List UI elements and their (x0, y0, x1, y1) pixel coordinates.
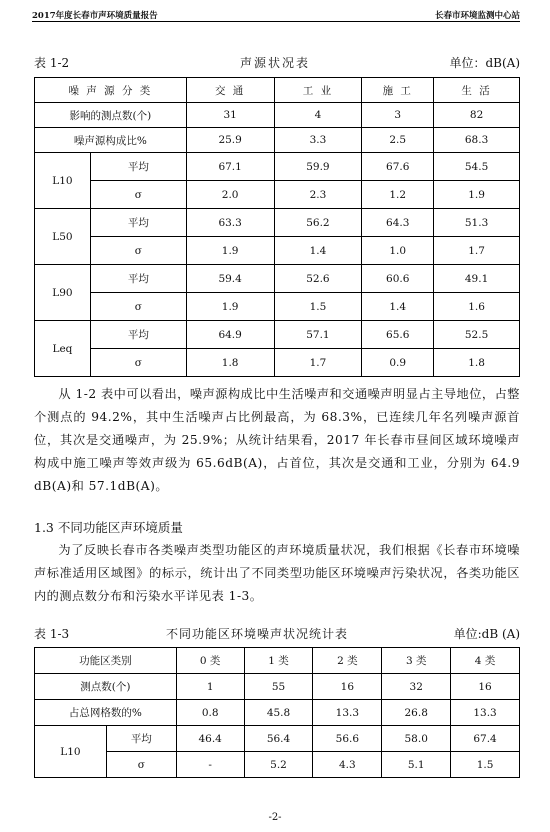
table-cell: 1.5 (274, 293, 362, 321)
table-row (35, 700, 520, 726)
column-header: 3 类 (382, 648, 451, 674)
column-header: 交 通 (186, 78, 274, 103)
table-cell: 1.9 (434, 181, 520, 209)
stat-label: σ (90, 293, 186, 321)
header-report-title: 2017年度长春市声环境质量报告 (32, 11, 158, 21)
table-cell: 3.3 (274, 128, 362, 153)
table-cell: 1.9 (186, 237, 274, 265)
table-cell: 64.9 (186, 321, 274, 349)
group-label: L10 (35, 153, 91, 209)
row-label: 噪声源构成比% (35, 128, 187, 153)
table-cell: 51.3 (434, 209, 520, 237)
column-header: 4 类 (451, 648, 520, 674)
table-1-2-title: 声源状况表 (240, 56, 311, 70)
section-heading: 1.3 不同功能区声环境质量 (34, 520, 183, 535)
table-cell: 59.4 (186, 265, 274, 293)
group-label: L50 (35, 209, 91, 265)
table-cell: 2.5 (362, 128, 434, 153)
table-row-sigma (35, 752, 520, 778)
table-cell: 1.0 (362, 237, 434, 265)
table-cell: 1 (176, 674, 244, 700)
table-1-3 (34, 647, 520, 778)
table-cell: 2.0 (186, 181, 274, 209)
table-cell: 54.5 (434, 153, 520, 181)
table-1-2-unit: 单位：dB(A) (449, 56, 520, 70)
row-label: 测点数(个) (35, 674, 177, 700)
table-cell: 67.1 (186, 153, 274, 181)
table-cell: 64.3 (362, 209, 434, 237)
table-cell: 3 (362, 103, 434, 128)
paragraph-source-analysis: 从 1-2 表中可以看出，噪声源构成比中生活噪声和交通噪声明显占主导地位，占整个测点的 94.2%，其中生活噪声占比例最高，为 68.3%，已连续几年名列噪声源首位，其次是交通噪声，为 25.9%；从统计结果看，2017 年长春市昼间区域环境噪声构成中施工噪声等效声级为 65.6dB(A)，占首位，其次是交通和工业，分别为 64.9 dB(A)和 57.1dB(A)。 (34, 387, 520, 493)
table-cell: 1.2 (362, 181, 434, 209)
table-cell: 0.8 (176, 700, 244, 726)
table-cell: - (176, 752, 244, 778)
table-cell: 63.3 (186, 209, 274, 237)
table-row-mean (35, 726, 520, 752)
column-header: 工 业 (274, 78, 362, 103)
table-cell: 32 (382, 674, 451, 700)
table-row-mean (35, 265, 520, 293)
stat-label: σ (90, 237, 186, 265)
table-cell: 46.4 (176, 726, 244, 752)
table-cell: 52.5 (434, 321, 520, 349)
table-cell: 56.2 (274, 209, 362, 237)
table-row (35, 674, 520, 700)
table-row-mean (35, 321, 520, 349)
stat-label: 平均 (90, 153, 186, 181)
table-cell: 16 (451, 674, 520, 700)
table-cell: 31 (186, 103, 274, 128)
page-number: -2- (268, 812, 282, 823)
table-1-3-title: 不同功能区环境噪声状况统计表 (166, 627, 349, 641)
table-cell: 45.8 (244, 700, 313, 726)
table-cell: 56.4 (244, 726, 313, 752)
stat-label: 平均 (106, 726, 176, 752)
table-cell: 4 (274, 103, 362, 128)
table-1-3-caption (34, 625, 520, 641)
table-cell: 5.2 (244, 752, 313, 778)
table-cell: 60.6 (362, 265, 434, 293)
table-cell: 13.3 (313, 700, 382, 726)
column-header: 1 类 (244, 648, 313, 674)
table-cell: 1.9 (186, 293, 274, 321)
table-cell: 55 (244, 674, 313, 700)
table-cell: 2.3 (274, 181, 362, 209)
column-header: 噪 声 源 分 类 (35, 78, 187, 103)
table-cell: 67.6 (362, 153, 434, 181)
stat-label: σ (90, 349, 186, 377)
table-cell: 1.8 (186, 349, 274, 377)
table-cell: 1.7 (434, 237, 520, 265)
table-1-2-label: 表 1-2 (34, 56, 70, 70)
table-cell: 1.5 (451, 752, 520, 778)
table-cell: 13.3 (451, 700, 520, 726)
table-cell: 49.1 (434, 265, 520, 293)
header-organization: 长春市环境监测中心站 (434, 11, 520, 21)
paragraph-functional-zones: 为了反映长春市各类噪声类型功能区的声环境质量状况，我们根据《长春市环境噪声标准适用区域图》的标示，统计出了不同类型功能区环境噪声污染状况，各类功能区内的测点数分布和污染水平详见表 1-3。 (34, 543, 520, 603)
table-cell: 57.1 (274, 321, 362, 349)
table-row-sigma (35, 237, 520, 265)
table-cell: 65.6 (362, 321, 434, 349)
table-cell: 4.3 (313, 752, 382, 778)
table-row-sigma (35, 349, 520, 377)
table-cell: 1.4 (362, 293, 434, 321)
column-header: 施 工 (362, 78, 434, 103)
table-cell: 1.6 (434, 293, 520, 321)
table-row (35, 128, 520, 153)
table-row-mean (35, 209, 520, 237)
table-row (35, 103, 520, 128)
page-header (32, 9, 520, 22)
table-cell: 1.7 (274, 349, 362, 377)
table-cell: 16 (313, 674, 382, 700)
stat-label: 平均 (90, 209, 186, 237)
column-header: 功能区类别 (35, 648, 177, 674)
table-cell: 1.8 (434, 349, 520, 377)
table-header-row (35, 78, 520, 103)
table-cell: 0.9 (362, 349, 434, 377)
stat-label: σ (90, 181, 186, 209)
column-header: 生 活 (434, 78, 520, 103)
table-1-3-unit: 单位:dB (A) (453, 627, 520, 641)
stat-label: σ (106, 752, 176, 778)
table-cell: 67.4 (451, 726, 520, 752)
table-row-sigma (35, 293, 520, 321)
group-label: L90 (35, 265, 91, 321)
table-row-sigma (35, 181, 520, 209)
row-label: 占总网格数的% (35, 700, 177, 726)
table-cell: 59.9 (274, 153, 362, 181)
stat-label: 平均 (90, 321, 186, 349)
table-1-2-caption (34, 54, 520, 70)
table-cell: 5.1 (382, 752, 451, 778)
table-1-3-label: 表 1-3 (34, 627, 70, 641)
column-header: 0 类 (176, 648, 244, 674)
stat-label: 平均 (90, 265, 186, 293)
table-cell: 1.4 (274, 237, 362, 265)
table-cell: 26.8 (382, 700, 451, 726)
table-cell: 82 (434, 103, 520, 128)
table-cell: 58.0 (382, 726, 451, 752)
table-cell: 52.6 (274, 265, 362, 293)
table-cell: 56.6 (313, 726, 382, 752)
group-label: Leq (35, 321, 91, 377)
group-label: L10 (35, 726, 107, 778)
table-row-mean (35, 153, 520, 181)
row-label: 影响的测点数(个) (35, 103, 187, 128)
table-cell: 25.9 (186, 128, 274, 153)
table-1-2 (34, 77, 520, 377)
table-header-row (35, 648, 520, 674)
table-cell: 68.3 (434, 128, 520, 153)
column-header: 2 类 (313, 648, 382, 674)
